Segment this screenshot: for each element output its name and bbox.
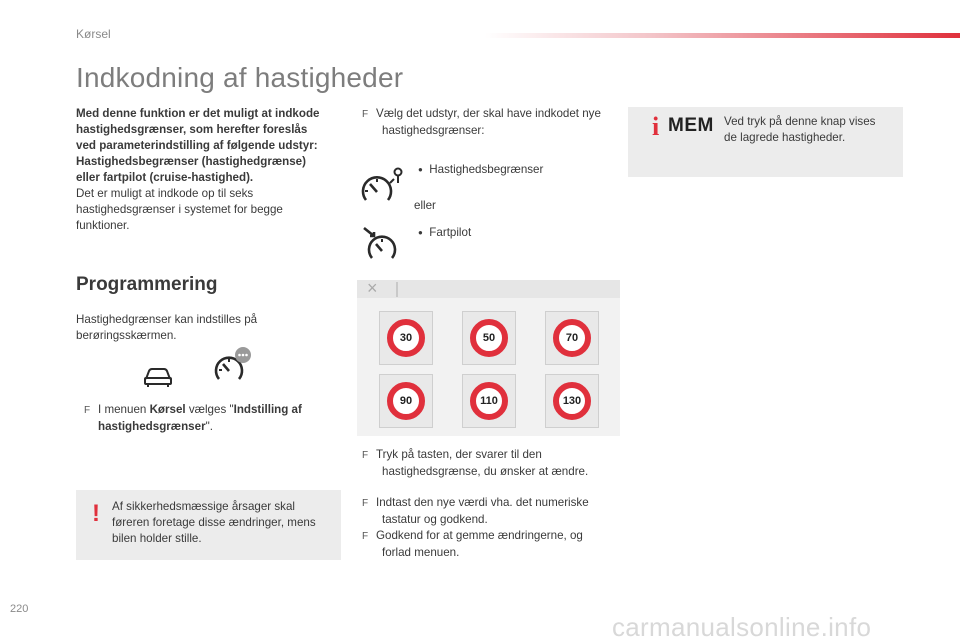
header-accent-bar [485, 33, 960, 38]
speed-sign: 130 [553, 382, 591, 420]
step-menu-name: Kørsel [149, 403, 186, 416]
bullet-marker: F [362, 109, 369, 120]
option-label: Fartpilot [429, 226, 472, 240]
programming-line: berøringsskærmen. [76, 329, 177, 342]
programming-text [76, 312, 346, 344]
warning-line: Af sikkerhedsmæssige årsager skal [112, 500, 295, 513]
select-equipment-step [362, 106, 627, 139]
bullet-marker: F [84, 405, 91, 416]
intro-bold-line: hastighedsgrænser, som herefter foreslås [76, 123, 308, 136]
warning-line: bilen holder stille. [112, 532, 202, 545]
step-text: ". [205, 420, 213, 433]
step-text: I menuen [98, 403, 150, 416]
page-number: 220 [10, 603, 29, 615]
speed-sign: 30 [387, 319, 425, 357]
mem-button-label: MEM [668, 115, 714, 136]
step-text: vælges " [185, 403, 234, 416]
warning-icon: ! [92, 500, 100, 527]
step-text: hastighedsgrænser: [382, 124, 485, 137]
info-line: de lagrede hastigheder. [724, 131, 846, 144]
speed-button-130[interactable] [545, 374, 599, 428]
intro-line: funktioner. [76, 219, 130, 232]
intro-bold-line: ved parameterindstilling af følgende udstyr: [76, 139, 318, 152]
intro-bold-line: eller fartpilot (cruise-hastighed). [76, 171, 254, 184]
or-text: eller [414, 199, 436, 212]
intro-line: hastighedsgrænser i systemet for begge [76, 203, 283, 216]
step-text: Godkend for at gemme ændringerne, og [376, 529, 583, 542]
speed-button-110[interactable] [462, 374, 516, 428]
section-heading-programmering: Programmering [76, 274, 218, 295]
programming-line: Hastighedgrænser kan indstilles på [76, 313, 258, 326]
car-icon [142, 364, 174, 388]
info-text [724, 114, 899, 146]
step-text: Vælg det udstyr, der skal have indkodet nye [376, 107, 601, 120]
speed-sign: 110 [470, 382, 508, 420]
step-menu-item: hastighedsgrænser [98, 420, 206, 433]
speed-sign: 70 [553, 319, 591, 357]
bullet-marker: F [362, 531, 369, 542]
speed-button-50[interactable] [462, 311, 516, 365]
bullet-marker: F [362, 498, 369, 509]
page-title: Indkodning af hastigheder [76, 62, 404, 93]
speed-sign: 90 [387, 382, 425, 420]
list-dot: ● [418, 165, 423, 174]
step-text: Indtast den nye værdi vha. det numeriske [376, 496, 589, 509]
step-text: tastatur og godkend. [382, 513, 488, 526]
programming-step [84, 402, 344, 435]
intro-line: Det er muligt at indkode op til seks [76, 187, 254, 200]
step-text: hastighedsgrænse, du ønsker at ændre. [382, 465, 589, 478]
cruise-control-icon [360, 224, 404, 264]
step-text: forlad menuen. [382, 546, 460, 559]
intro-bold-line: Hastighedsbegrænser (hastighedgrænse) [76, 155, 306, 168]
speedometer-settings-icon [212, 346, 254, 386]
intro-text [76, 106, 346, 234]
step-menu-item: Indstilling af [233, 403, 302, 416]
close-icon[interactable]: × [367, 278, 378, 298]
speed-button-90[interactable] [379, 374, 433, 428]
bullet-marker: F [362, 450, 369, 461]
section-tab: Kørsel [76, 27, 111, 41]
speed-button-30[interactable] [379, 311, 433, 365]
speed-sign: 50 [470, 319, 508, 357]
warning-text [112, 499, 340, 547]
list-dot: ● [418, 228, 423, 237]
step-text: Tryk på tasten, der svarer til den [376, 448, 542, 461]
warning-line: føreren foretage disse ændringer, mens [112, 516, 316, 529]
option-label: Hastighedsbegrænser [429, 163, 544, 177]
divider [396, 282, 398, 297]
step-enter-value [362, 495, 627, 561]
info-line: Ved tryk på denne knap vises [724, 115, 876, 128]
option-cruise-control [418, 225, 471, 241]
speed-limiter-icon [360, 164, 410, 206]
option-speed-limiter [418, 162, 543, 178]
watermark: carmanualsonline.info [612, 612, 872, 642]
speed-button-70[interactable] [545, 311, 599, 365]
intro-bold-line: Med denne funktion er det muligt at indkode [76, 107, 320, 120]
info-icon: i [652, 112, 660, 141]
step-press-key [362, 447, 627, 480]
